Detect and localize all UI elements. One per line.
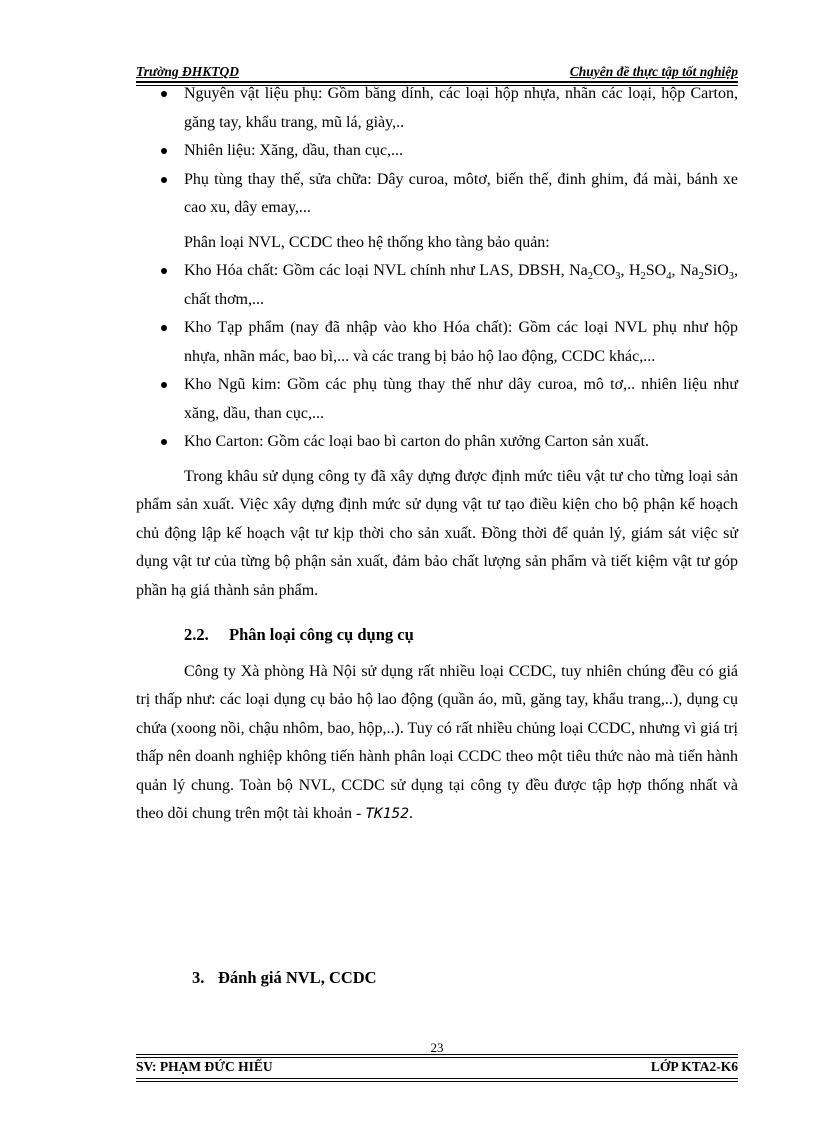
divider (136, 1057, 738, 1058)
bullet-icon (161, 148, 167, 154)
footer-class: LỚP KTA2-K6 (650, 1059, 738, 1074)
divider (136, 1054, 738, 1055)
account-code: TK152 (365, 806, 409, 822)
page-footer (136, 1040, 738, 1080)
list-item: Kho Carton: Gồm các loại bao bì carton do phân xưởng Carton sản xuất. (136, 428, 738, 457)
classification-intro: Phân loại NVL, CCDC theo hệ thống kho tàng bảo quản: (184, 233, 550, 251)
bullet-icon (161, 382, 167, 388)
list-item: Nguyên vật liệu phụ: Gồm băng dính, các loại hộp nhựa, nhãn các loại, hộp Carton, găng tay, khẩu trang, mũ lá, giày,.. (136, 80, 738, 137)
material-list (136, 80, 738, 223)
divider (136, 1078, 738, 1079)
bullet-icon (161, 325, 167, 331)
section-number: 3. (192, 968, 205, 987)
header-report-title: Chuyên đề thực tập tốt nghiệp (569, 64, 738, 79)
list-item: Kho Ngũ kim: Gồm các phụ tùng thay thế như dây curoa, mô tơ,.. nhiên liệu như xăng, dầu, than cục,... (136, 371, 738, 428)
section-title: Đánh giá NVL, CCDC (218, 968, 377, 987)
bullet-icon (161, 268, 167, 274)
section-number: 2.2. (184, 625, 209, 644)
warehouse-list (136, 257, 738, 457)
section-heading-2-2 (136, 621, 738, 650)
section-heading-3 (192, 968, 377, 988)
page-number: 23 (430, 1040, 444, 1055)
divider (136, 1081, 738, 1082)
header-school: Trường ĐHKTQD (136, 64, 239, 79)
list-item: Nhiên liệu: Xăng, dầu, than cục,... (136, 137, 738, 166)
section-title: Phân loại công cụ dụng cụ (229, 625, 414, 644)
bullet-icon (161, 177, 167, 183)
list-item: Kho Tạp phẩm (nay đã nhập vào kho Hóa chất): Gồm các loại NVL phụ như hộp nhựa, nhãn mác, bao bì,... và các trang bị bảo hộ lao động, CCDC khác,... (136, 314, 738, 371)
list-item-chemical: Kho Hóa chất: Gồm các loại NVL chính như LAS, DBSH, $Na_2CO_3$, $H_2SO_4$, $Na_2SiO_3$, chất thơm,... (136, 257, 738, 314)
list-item: Phụ tùng thay thế, sửa chữa: Dây curoa, môtơ, biến thế, đinh ghim, đá mài, bánh xe cao xu, dây emay,... (136, 166, 738, 223)
bullet-icon (161, 91, 167, 97)
footer-student: SV: PHẠM ĐỨC HIẾU (136, 1059, 273, 1074)
paragraph-ccdc: Công ty Xà phòng Hà Nội sử dụng rất nhiều loại CCDC, tuy nhiên chúng đều có giá trị thấp như: các loại dụng cụ bảo hộ lao động (quần áo, mũ, găng tay, khẩu trang,..), dụng cụ chứa (xoong nồi, chậu nhôm, bao, hộp,..). Tuy có rất nhiều chủng loại CCDC, nhưng vì giá trị thấp nên doanh nghiệp không tiến hành phân loại CCDC theo một tiêu thức nào mà tiến hành quản lý chung. Toàn bộ NVL, CCDC sử dụng tại công ty đều được tập hợp thống nhất và theo dõi chung trên một tài khoản - TK152. (136, 662, 738, 822)
paragraph-usage: Trong khâu sử dụng công ty đã xây dựng được định mức tiêu vật tư cho từng loại sản phẩm sản xuất. Việc xây dựng định mức sử dụng vật tư tạo điều kiện cho bộ phận kế hoạch chủ động lập kế hoạch vật tư kịp thời cho sản xuất. Đồng thời để quản lý, giám sát việc sử dụng vật tư của từng bộ phận sản xuất, đảm bảo chất lượng sản phẩm và tiết kiệm vật tư góp phần hạ giá thành sản phẩm. (136, 467, 738, 599)
bullet-icon (161, 439, 167, 445)
page-content (136, 80, 738, 829)
